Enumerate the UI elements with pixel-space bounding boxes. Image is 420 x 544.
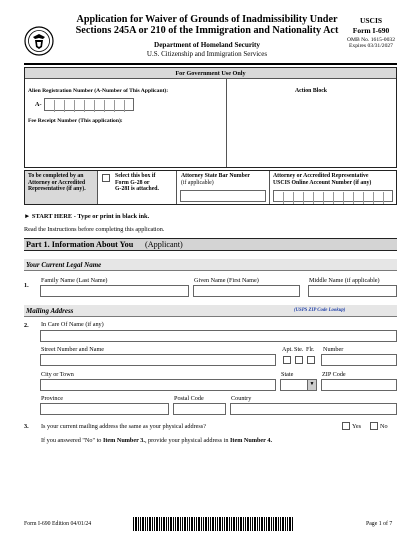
g28-label-line-3: G-28I is attached. [115, 186, 159, 193]
omb-number: OMB No. 1615-0032 [346, 37, 395, 43]
q3-yes-checkbox[interactable] [342, 422, 350, 430]
government-use-title: For Government Use Only [175, 70, 246, 77]
province-field[interactable] [40, 403, 169, 415]
mailing-heading: Mailing Address [26, 307, 74, 315]
given-name-field[interactable] [193, 285, 300, 297]
apt-label: Apt. [282, 346, 293, 353]
q3-no-label: No [380, 423, 388, 430]
item-1-number: 1. [24, 282, 29, 289]
action-block-label: Action Block [294, 88, 328, 94]
bar-number-label: Attorney State Bar Number [181, 173, 250, 179]
q3-no-checkbox[interactable] [370, 422, 378, 430]
q3-note-c: , provide your physical address in [144, 437, 230, 444]
city-field[interactable] [40, 379, 276, 391]
flr-checkbox[interactable] [307, 356, 315, 364]
page-number: Page 1 of 7 [366, 521, 393, 527]
given-name-label: Given Name (First Name) [194, 277, 259, 284]
chevron-down-icon[interactable]: ▼ [307, 380, 316, 390]
bar-number-field[interactable] [180, 190, 266, 202]
q3-note-d: Item Number 4. [230, 437, 272, 444]
mailing-section-header [24, 305, 397, 317]
city-label: City or Town [41, 371, 74, 378]
zip-field[interactable] [321, 379, 397, 391]
uscis-account-label [273, 173, 371, 186]
form-number: Form I-690 [352, 26, 390, 35]
question-3-note [41, 437, 272, 444]
usps-zip-lookup-link[interactable]: (USPS ZIP Code Lookup) [294, 308, 346, 313]
ste-label: Ste. [294, 346, 304, 353]
state-label: State [281, 371, 294, 378]
question-3-text: Is your current mailing address the same as your physical address? [41, 423, 206, 430]
uscis-account-field[interactable] [273, 190, 393, 202]
read-instructions: Read the Instructions before completing this application. [24, 226, 165, 233]
dhs-seal [24, 26, 54, 56]
country-field[interactable] [230, 403, 397, 415]
barcode [133, 517, 293, 531]
expiration-date: Expires 03/31/2027 [349, 43, 393, 49]
uscis-account-label-1: Attorney or Accredited Representative [273, 173, 369, 179]
middle-name-label: Middle Name (if applicable) [309, 277, 380, 284]
form-edition: Form I-690 Edition 04/01/24 [24, 521, 92, 527]
attorney-divider-1 [97, 171, 98, 204]
a-number-label: Alien Registration Number (A-Number of This Applicant): [28, 88, 169, 94]
title-line-1: Application for Waiver of Grounds of Inadmissibility Under [76, 14, 338, 25]
in-care-of-field[interactable] [40, 330, 397, 342]
part1-header [24, 238, 397, 251]
q3-yes-label: Yes [352, 423, 362, 430]
a-number-prefix: A- [35, 101, 42, 108]
family-name-field[interactable] [40, 285, 189, 297]
government-use-header [25, 68, 396, 79]
q3-note-b: Item Number 3. [102, 437, 145, 444]
apt-number-field[interactable] [321, 354, 397, 366]
q3-note-a: If you answered "No" to [41, 437, 103, 444]
ste-checkbox[interactable] [295, 356, 303, 364]
title-line-2: Sections 245A or 210 of the Immigration and Nationality Act [75, 25, 339, 37]
department-name: Department of Homeland Security [154, 41, 260, 49]
state-select[interactable] [280, 379, 317, 391]
bar-number-sublabel: (if applicable) [181, 180, 214, 186]
start-here: ► START HERE - Type or print in black ink. [24, 213, 150, 220]
g28-checkbox[interactable] [102, 174, 110, 182]
agency-name: U.S. Citizenship and Immigration Services [146, 50, 268, 58]
flr-label: Flr. [306, 346, 315, 353]
street-label: Street Number and Name [41, 346, 105, 353]
attorney-completion-note: To be completed by an Attorney or Accredited Representative (if any). [28, 173, 86, 193]
zip-label: ZIP Code [322, 371, 346, 378]
apt-checkbox[interactable] [283, 356, 291, 364]
header-rule [24, 63, 397, 65]
in-care-of-label: In Care Of Name (if any) [41, 321, 104, 328]
fee-receipt-label: Fee Receipt Number (This application): [28, 118, 123, 124]
postal-code-label: Postal Code [174, 395, 204, 402]
g28-label-line-2: Form G-28 or [115, 179, 150, 186]
country-label: Country [231, 395, 252, 402]
g28-label-line-1: Select this box if [115, 173, 156, 179]
form-title [62, 14, 352, 37]
part1-subtitle: (Applicant) [145, 240, 183, 249]
part1-title: Part 1. Information About You [26, 240, 134, 249]
uscis-account-label-2: USCIS Online Account Number (if any) [273, 179, 372, 186]
number-label: Number [323, 346, 344, 353]
attorney-divider-3 [269, 171, 270, 204]
legal-name-heading: Your Current Legal Name [26, 261, 102, 269]
form-id-block [336, 16, 406, 49]
attorney-divider-2 [176, 171, 177, 204]
g28-label [115, 173, 159, 193]
postal-code-field[interactable] [173, 403, 226, 415]
a-number-field[interactable] [44, 98, 134, 111]
agency-code: USCIS [359, 16, 383, 25]
family-name-label: Family Name (Last Name) [41, 277, 108, 284]
item-2-number: 2. [24, 322, 29, 329]
province-label: Province [41, 395, 63, 402]
item-3-number: 3. [24, 423, 29, 430]
street-field[interactable] [40, 354, 276, 366]
middle-name-field[interactable] [308, 285, 397, 297]
legal-name-section-header [24, 259, 397, 271]
